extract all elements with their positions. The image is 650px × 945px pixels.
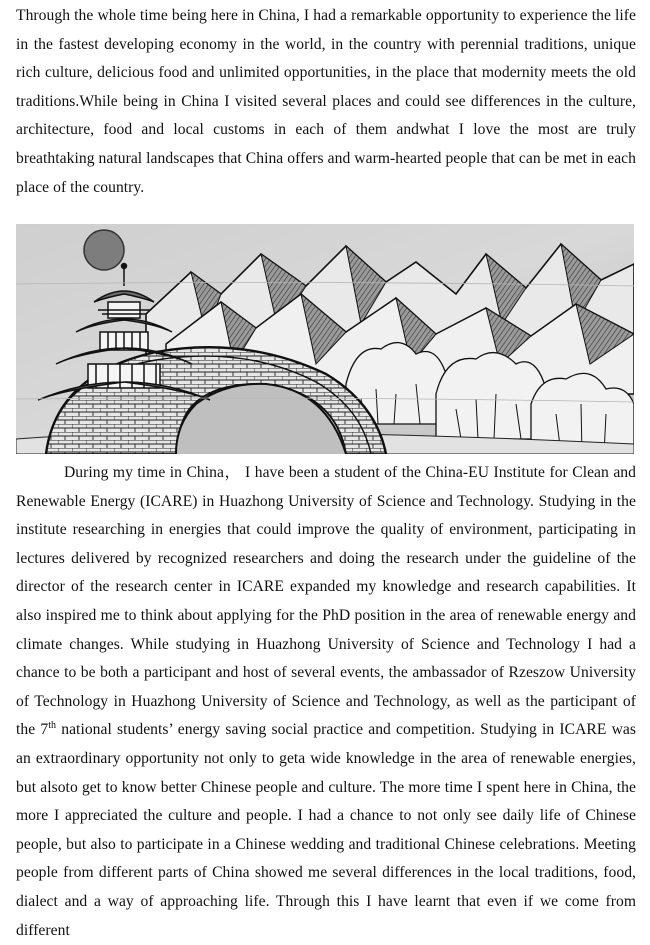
body-paragraph <box>16 459 636 945</box>
body-paragraph-text-2: national students’ energy saving social practice and competition. Studying in ICARE was an extraordinary opportunity not only to geta wide knowledge in the area of renewable energies, but alsoto get to know better Chinese people and culture. The more time I spent here in China, the more I appreciated the culture and people. I had a chance to not only see daily life of Chinese people, but also to participate in a Chinese wedding and traditional Chinese celebrations. Meeting people from different parts of China showed me several differences in the local traditions, food, dialect and a way of approaching life. Through this I have learnt that even if we come from different <box>16 721 637 939</box>
pencil-drawing-pagoda-bridge-mountains <box>16 224 634 454</box>
intro-paragraph: Through the whole time being here in China, I had a remarkable opportunity to experience the life in the fastest developing economy in the world, in the country with perennial traditions, unique rich culture, delicious food and unlimited opportunities, in the place that modernity meets the old traditions.While being in China I visited several places and could see differences in the culture, architecture, food and local customs in each of them andwhat I love the most are truly breathtaking natural landscapes that China offers and warm-hearted people that can be met in each place of the country. <box>16 7 636 196</box>
sun-shape <box>84 230 124 270</box>
drawing-svg <box>16 224 634 454</box>
body-paragraph-text-1: During my time in China， I have been a student of the China-EU Institute for Clean and Renewable Energy (ICARE) in Huazhong University of Science and Technology. Studying in the institute researching in energies that could improve the quality of environment, participating in lectures delivered by recognized researchers and doing the research under the guideline of the director of the research center in ICARE expanded my knowledge and research capabilities. It also inspired me to think about applying for the PhD position in the area of renewable energy and climate changes. While studying in Huazhong University of Science and Technology I had a chance to be both a participant and host of several events, the ambassador of Rzeszow University of Technology in Huazhong University of Science and Technology, as well as the participant of the 7 <box>16 464 636 739</box>
ordinal-superscript: th <box>48 720 57 732</box>
